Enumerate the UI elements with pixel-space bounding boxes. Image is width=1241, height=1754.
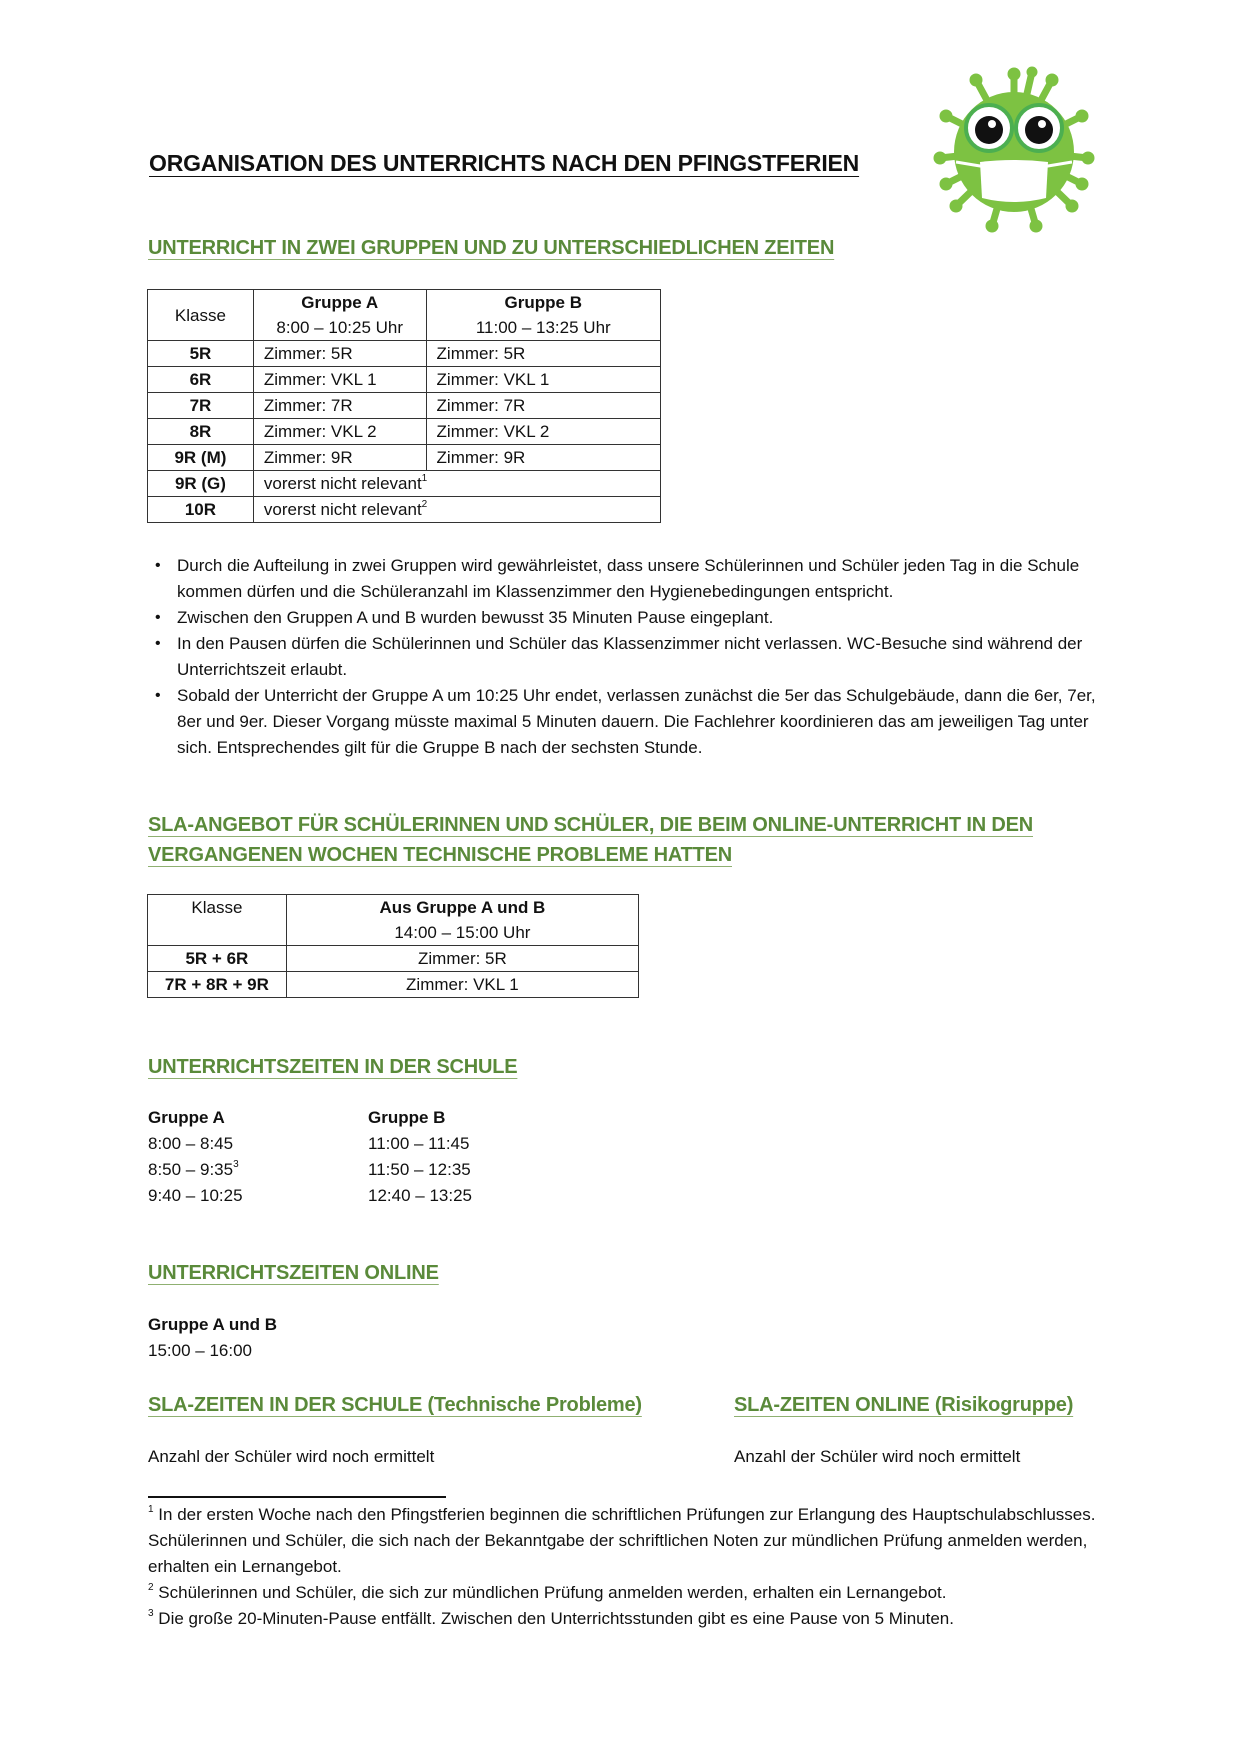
section-heading-two-groups: UNTERRICHT IN ZWEI GRUPPEN UND ZU UNTERSCHIEDLICHEN ZEITEN (148, 237, 835, 259)
table-header-row (148, 290, 661, 341)
cell-klasse: 8R (148, 419, 254, 445)
footnote-text: Die große 20-Minuten-Pause entfällt. Zwischen den Unterrichtsstunden gibt es eine Pause von 5 Minuten. (158, 1609, 954, 1628)
footnote-separator (148, 1496, 446, 1498)
sla-school-text: Anzahl der Schüler wird noch ermittelt (148, 1447, 435, 1466)
cell-room: Zimmer: 5R (286, 946, 638, 972)
bullet-item: • In den Pausen dürfen die Schülerinnen und Schüler das Klassenzimmer nicht verlassen. WC-Besuche sind während der Unterrichtszeit erlaubt. (148, 631, 1108, 683)
document-title: ORGANISATION DES UNTERRICHTS NACH DEN PFINGSTFERIEN (149, 150, 860, 176)
online-times (148, 1312, 277, 1364)
table-row (148, 419, 661, 445)
header-klasse: Klasse (148, 895, 287, 946)
footnote-item (148, 1502, 1108, 1580)
footnote-ref[interactable]: 1 (421, 473, 428, 484)
cell-klasse: 6R (148, 367, 254, 393)
section-heading-sla-school: SLA-ZEITEN IN DER SCHULE (Technische Probleme) (148, 1394, 642, 1416)
group-b-label: Gruppe B (504, 293, 582, 312)
table-row (148, 471, 661, 497)
not-relevant-text: vorerst nicht relevant (263, 500, 422, 519)
header-klasse: Klasse (148, 290, 254, 341)
cell-room-b: Zimmer: 9R (426, 445, 660, 471)
cell-klasse: 9R (G) (148, 471, 254, 497)
cell-room: Zimmer: VKL 1 (286, 972, 638, 998)
header-group (286, 895, 638, 946)
footnote-text: Schülerinnen und Schüler, die sich zur mündlichen Prüfung anmelden werden, erhalten ein Lernangebot. (158, 1583, 947, 1602)
time-slot: 11:50 – 12:35 (368, 1160, 471, 1179)
footnote-number: 3 (148, 1608, 154, 1619)
bullet-item: • Durch die Aufteilung in zwei Gruppen wird gewährleistet, dass unsere Schülerinnen und Schüler jeden Tag in die Schule kommen dürfen und die Schüleranzahl im Klassenzimmer den Hygienebedingungen entspricht. (148, 553, 1108, 605)
cell-klasse: 5R + 6R (148, 946, 287, 972)
cell-room-a: Zimmer: 7R (253, 393, 426, 419)
cell-room-a: Zimmer: 9R (253, 445, 426, 471)
section-heading-sla-offer (148, 810, 1033, 870)
header-group-a (253, 290, 426, 341)
not-relevant-text: vorerst nicht relevant (263, 474, 422, 493)
online-time: 15:00 – 16:00 (148, 1341, 252, 1360)
footnote-item (148, 1606, 1108, 1632)
cell-not-relevant (253, 497, 660, 523)
table-row (148, 367, 661, 393)
section-heading-school-times: UNTERRICHTSZEITEN IN DER SCHULE (148, 1056, 518, 1078)
cell-room-b: Zimmer: 7R (426, 393, 660, 419)
cell-room-b: Zimmer: 5R (426, 341, 660, 367)
group-a-label: Gruppe A (301, 293, 379, 312)
group-a-times (148, 1105, 348, 1209)
footnotes (148, 1502, 1108, 1632)
cell-room-a: Zimmer: 5R (253, 341, 426, 367)
cell-klasse: 7R (148, 393, 254, 419)
virus-with-mask-icon (932, 66, 1096, 234)
cell-room-b: Zimmer: VKL 1 (426, 367, 660, 393)
header-group-b (426, 290, 660, 341)
group-label: Aus Gruppe A und B (379, 898, 546, 917)
group-time: 14:00 – 15:00 Uhr (394, 923, 531, 942)
group-b-times (368, 1105, 568, 1209)
cell-klasse: 9R (M) (148, 445, 254, 471)
cell-klasse: 7R + 8R + 9R (148, 972, 287, 998)
footnote-number: 1 (148, 1504, 154, 1515)
cell-klasse: 5R (148, 341, 254, 367)
cell-not-relevant (253, 471, 660, 497)
table-header-row (148, 895, 639, 946)
cell-room-b: Zimmer: VKL 2 (426, 419, 660, 445)
sla-table (147, 894, 639, 998)
footnote-ref[interactable]: 3 (233, 1159, 239, 1170)
table-row (148, 946, 639, 972)
bullet-item: • Zwischen den Gruppen A und B wurden bewusst 35 Minuten Pause eingeplant. (148, 605, 1108, 631)
footnote-item (148, 1580, 1108, 1606)
heading-line-1: SLA-ANGEBOT FÜR SCHÜLERINNEN UND SCHÜLER, DIE BEIM ONLINE-UNTERRICHT IN DEN (148, 814, 1034, 836)
group-a-time: 8:00 – 10:25 Uhr (276, 318, 404, 337)
time-slot: 9:40 – 10:25 (148, 1186, 243, 1205)
group-b-time: 11:00 – 13:25 Uhr (475, 318, 611, 337)
table-row (148, 445, 661, 471)
online-group-label: Gruppe A und B (148, 1315, 278, 1334)
footnote-ref[interactable]: 2 (421, 499, 428, 510)
time-slot: 11:00 – 11:45 (368, 1134, 470, 1153)
footnote-text: In der ersten Woche nach den Pfingstferien beginnen die schriftlichen Prüfungen zur Erlangung des Hauptschulabschlusses. Schülerinnen und Schüler, die sich nach der Bekanntgabe der schriftlichen Noten zur mündlichen Prüfung anmelden werden, erhalten ein Lernangebot. (148, 1505, 1096, 1576)
section-heading-sla-online: SLA-ZEITEN ONLINE (Risikogruppe) (734, 1394, 1074, 1416)
cell-room-a: Zimmer: VKL 2 (253, 419, 426, 445)
cell-klasse: 10R (148, 497, 254, 523)
section-heading-online-times: UNTERRICHTSZEITEN ONLINE (148, 1262, 439, 1284)
bullet-item: • Sobald der Unterricht der Gruppe A um 10:25 Uhr endet, verlassen zunächst die 5er das Schulgebäude, dann die 6er, 7er, 8er und 9er. Dieser Vorgang müsste maximal 5 Minuten dauern. Die Fachlehrer koordinieren das am jeweiligen Tag unter sich. Entsprechendes gilt für die Gruppe B nach der sechsten Stunde. (148, 683, 1108, 761)
footnote-number: 2 (148, 1582, 154, 1593)
table-row (148, 972, 639, 998)
table-row (148, 497, 661, 523)
heading-line-2: VERGANGENEN WOCHEN TECHNISCHE PROBLEME HATTEN (148, 844, 732, 866)
table-row (148, 341, 661, 367)
time-slot: 12:40 – 13:25 (368, 1186, 472, 1205)
sla-online-text: Anzahl der Schüler wird noch ermittelt (734, 1447, 1021, 1466)
group-a-label: Gruppe A (148, 1108, 225, 1127)
time-slot: 8:50 – $9:35^3$ (148, 1159, 239, 1179)
cell-room-a: Zimmer: VKL 1 (253, 367, 426, 393)
info-bullet-list (148, 553, 1108, 761)
table-row (148, 393, 661, 419)
group-b-label: Gruppe B (368, 1108, 446, 1127)
group-schedule-table (147, 289, 661, 523)
time-slot: 8:00 – 8:45 (148, 1134, 234, 1153)
